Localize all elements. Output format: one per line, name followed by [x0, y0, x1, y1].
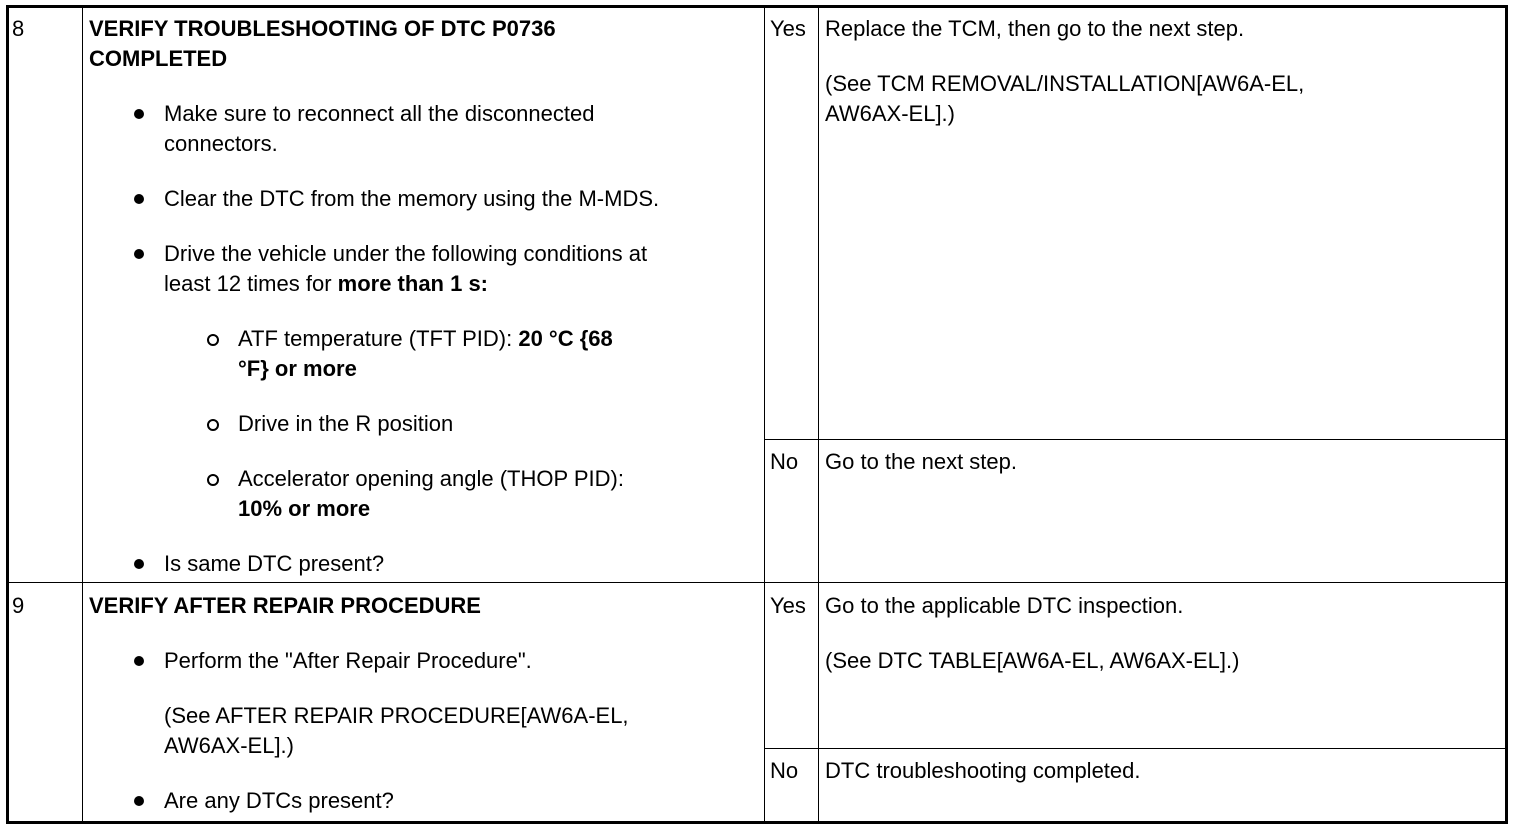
bullet-icon	[134, 109, 144, 119]
no-action: Go to the next step.	[825, 449, 1018, 474]
bullet-icon	[134, 249, 144, 259]
condition-value: 10% or more	[238, 496, 371, 521]
step-title: VERIFY TROUBLESHOOTING OF DTC P0736	[89, 16, 556, 41]
step-title: VERIFY AFTER REPAIR PROCEDURE	[89, 593, 481, 618]
step-title-cont: COMPLETED	[89, 46, 228, 71]
step-number: 9	[12, 593, 25, 618]
instruction-text: Is same DTC present?	[164, 551, 385, 576]
instruction-text-prefix: least 12 times for	[164, 271, 338, 296]
col-divider-3	[818, 8, 819, 821]
yes-action: Go to the applicable DTC inspection.	[825, 593, 1184, 618]
instruction-text: Are any DTCs present?	[164, 788, 394, 813]
condition-value: 20 °C {68	[518, 326, 613, 351]
bullet-icon	[134, 194, 144, 204]
yes-label: Yes	[770, 16, 806, 41]
yes-reference-cont: AW6AX-EL].)	[825, 101, 955, 126]
instruction-text-cont	[164, 269, 488, 299]
yes-reference: (See DTC TABLE[AW6A-EL, AW6AX-EL].)	[825, 648, 1240, 673]
instruction-text: Make sure to reconnect all the disconnected	[164, 101, 595, 126]
sub-bullet-icon	[207, 419, 219, 431]
condition-text: Drive in the R position	[238, 411, 454, 436]
instruction-text: Clear the DTC from the memory using the M-MDS.	[164, 186, 660, 211]
no-label: No	[770, 449, 799, 474]
reference-text: (See AFTER REPAIR PROCEDURE[AW6A-EL,	[164, 703, 629, 728]
no-action: DTC troubleshooting completed.	[825, 758, 1141, 783]
condition-text-prefix: ATF temperature (TFT PID):	[238, 326, 519, 351]
instruction-text-cont: connectors.	[164, 131, 278, 156]
bullet-icon	[134, 796, 144, 806]
yes-reference: (See TCM REMOVAL/INSTALLATION[AW6A-EL,	[825, 71, 1305, 96]
reference-text-cont: AW6AX-EL].)	[164, 733, 294, 758]
step-number: 8	[12, 16, 25, 41]
no-label: No	[770, 758, 799, 783]
row-divider-8-yes-no	[764, 439, 1505, 440]
condition-value-cont: °F} or more	[238, 356, 357, 381]
sub-bullet-icon	[207, 474, 219, 486]
condition-text: Accelerator opening angle (THOP PID):	[238, 466, 624, 491]
instruction-text: Drive the vehicle under the following conditions at	[164, 241, 648, 266]
yes-action: Replace the TCM, then go to the next step.	[825, 16, 1245, 41]
sub-bullet-icon	[207, 334, 219, 346]
col-divider-2	[764, 8, 765, 821]
condition-text	[238, 324, 613, 354]
row-divider-steps	[9, 582, 1505, 583]
instruction-text-bold: more than 1 s:	[337, 271, 489, 296]
yes-label: Yes	[770, 593, 806, 618]
row-divider-9-yes-no	[764, 748, 1505, 749]
instruction-text: Perform the "After Repair Procedure".	[164, 648, 532, 673]
bullet-icon	[134, 559, 144, 569]
col-divider-1	[82, 8, 83, 821]
bullet-icon	[134, 656, 144, 666]
